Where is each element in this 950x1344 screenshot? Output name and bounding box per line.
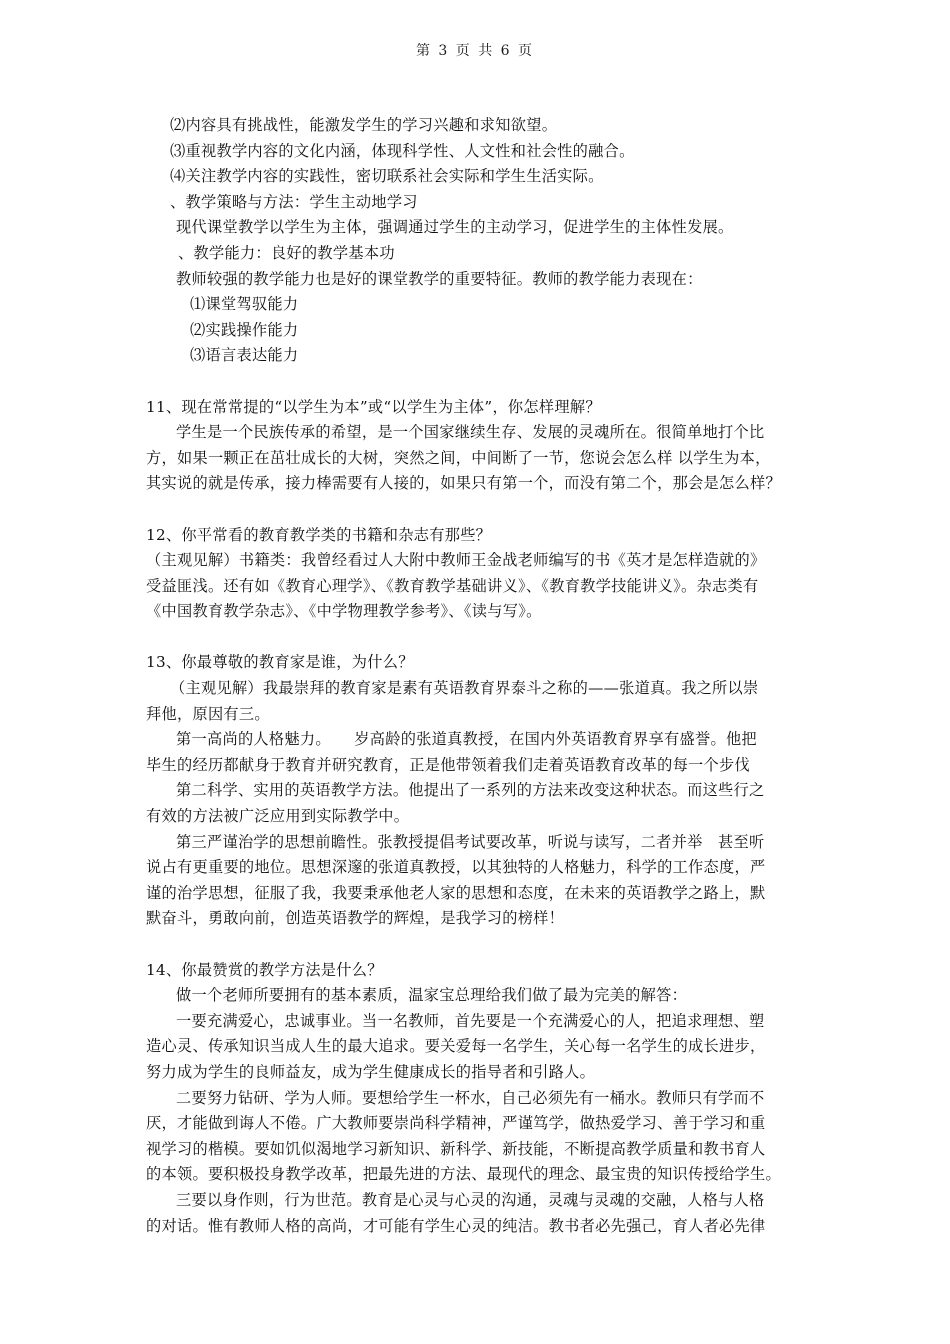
text-line: （主观见解）我最崇拜的教育家是素有英语教育界泰斗之称的——张道真。我之所以崇 xyxy=(170,679,759,698)
text-line: 方，如果一颗正在茁壮成长的大树，突然之间，中间断了一节，您说会怎么样 以学生为本， xyxy=(146,448,771,467)
text-line: 14、你最赞赏的教学方法是什么？ xyxy=(146,960,383,979)
text-line: ⑷关注教学内容的实践性，密切联系社会实际和学生生活实际。 xyxy=(170,167,604,186)
text-line: ⑵实践操作能力 xyxy=(190,320,299,339)
text-line: 其实说的就是传承，接力棒需要有人接的，如果只有第一个，而没有第二个，那会是怎么样？ xyxy=(146,474,781,493)
text-line: 默奋斗，勇敢向前，创造英语教学的辉煌，是我学习的榜样！ xyxy=(146,909,565,928)
text-line: 视学习的楷模。要如饥似渴地学习新知识、新科学、新技能，不断提高教学质量和教书育人 xyxy=(146,1139,766,1158)
text-line: 第一高尚的人格魅力。 岁高龄的张道真教授，在国内外英语教育界享有盛誉。他把 xyxy=(176,730,757,749)
text-line: 学生是一个民族传承的希望，是一个国家继续生存、发展的灵魂所在。很简单地打个比 xyxy=(176,423,765,442)
text-line: 、教学能力：良好的教学基本功 xyxy=(178,243,395,262)
text-line: 拜他，原因有三。 xyxy=(146,704,270,723)
text-line: 第二科学、实用的英语教学方法。他提出了一系列的方法来改变这种状态。而这些行之 xyxy=(176,781,765,800)
text-line: 13、你最尊敬的教育家是谁，为什么？ xyxy=(146,653,414,672)
text-line: （主观见解）书籍类：我曾经看过人大附中教师王金战老师编写的书《英才是怎样造就的》 xyxy=(146,551,766,570)
text-line: 毕生的经历都献身于教育并研究教育，正是他带领着我们走着英语教育改革的每一个步伐 xyxy=(146,755,751,774)
paragraph-spacer xyxy=(146,625,811,651)
text-line: 三要以身作则，行为世范。教育是心灵与心灵的沟通，灵魂与灵魂的交融，人格与人格 xyxy=(176,1190,765,1209)
text-line: ⑵内容具有挑战性，能激发学生的学习兴趣和求知欲望。 xyxy=(170,116,558,134)
text-line: ⑶语言表达能力 xyxy=(190,346,299,365)
text-line: ⑶重视教学内容的文化内涵，体现科学性、人文性和社会性的融合。 xyxy=(170,141,635,160)
paragraph-spacer xyxy=(146,369,811,395)
document-body xyxy=(146,113,811,1239)
text-line: 一要充满爱心，忠诚事业。当一名教师，首先要是一个充满爱心的人，把追求理想、塑 xyxy=(176,1011,765,1030)
text-line: 教师较强的教学能力也是好的课堂教学的重要特征。教师的教学能力表现在： xyxy=(176,269,703,288)
text-line: 二要努力钻研、学为人师。要想给学生一杯水，自己必须先有一桶水。教师只有学而不 xyxy=(176,1088,765,1107)
paragraph-spacer xyxy=(146,932,811,958)
text-line: 努力成为学生的良师益友，成为学生健康成长的指导者和引路人。 xyxy=(146,1062,596,1081)
text-line: 造心灵、传承知识当成人生的最大追求。要关爱每一名学生，关心每一名学生的成长进步， xyxy=(146,1037,766,1056)
text-line: 、教学策略与方法：学生主动地学习 xyxy=(170,192,418,211)
text-line: 第三严谨治学的思想前瞻性。张教授提倡考试要改革，听说与读写，二者并举 甚至听 xyxy=(176,832,765,851)
text-line: 现代课堂教学以学生为主体，强调通过学生的主动学习，促进学生的主体性发展。 xyxy=(176,218,734,237)
text-line: 12、你平常看的教育教学类的书籍和杂志有那些？ xyxy=(146,525,492,544)
text-line: 厌，才能做到诲人不倦。广大教师要崇尚科学精神，严谨笃学，做热爱学习、善于学习和重 xyxy=(146,1114,766,1133)
text-line: 谨的治学思想，征服了我，我要秉承他老人家的思想和态度，在未来的英语教学之路上，默 xyxy=(146,883,766,902)
text-line: 受益匪浅。还有如《教育心理学》、《教育教学基础讲义》、《教育教学技能讲义》。杂志类有 xyxy=(146,576,759,595)
text-line: 《中国教育教学杂志》、《中学物理教学参考》、《读与写》。 xyxy=(146,602,542,621)
text-line: 的本领。要积极投身教学改革，把最先进的方法、最现代的理念、最宝贵的知识传授给学生。 xyxy=(146,1165,781,1184)
text-line: 11、现在常常提的“以学生为本”或“以学生为主体”，你怎样理解？ xyxy=(146,397,601,416)
paragraph-spacer xyxy=(146,497,811,523)
text-line: 的对话。惟有教师人格的高尚，才可能有学生心灵的纯洁。教书者必先强己，育人者必先律 xyxy=(146,1216,766,1235)
page-header: 第 3 页 共 6 页 xyxy=(415,43,535,59)
text-line: 说占有更重要的地位。思想深邃的张道真教授，以其独特的人格魅力，科学的工作态度，严 xyxy=(146,858,766,877)
text-line: 有效的方法被广泛应用到实际教学中。 xyxy=(146,807,410,826)
text-line: 做一个老师所要拥有的基本素质，温家宝总理给我们做了最为完美的解答： xyxy=(176,986,688,1005)
text-line: ⑴课堂驾驭能力 xyxy=(190,295,299,314)
